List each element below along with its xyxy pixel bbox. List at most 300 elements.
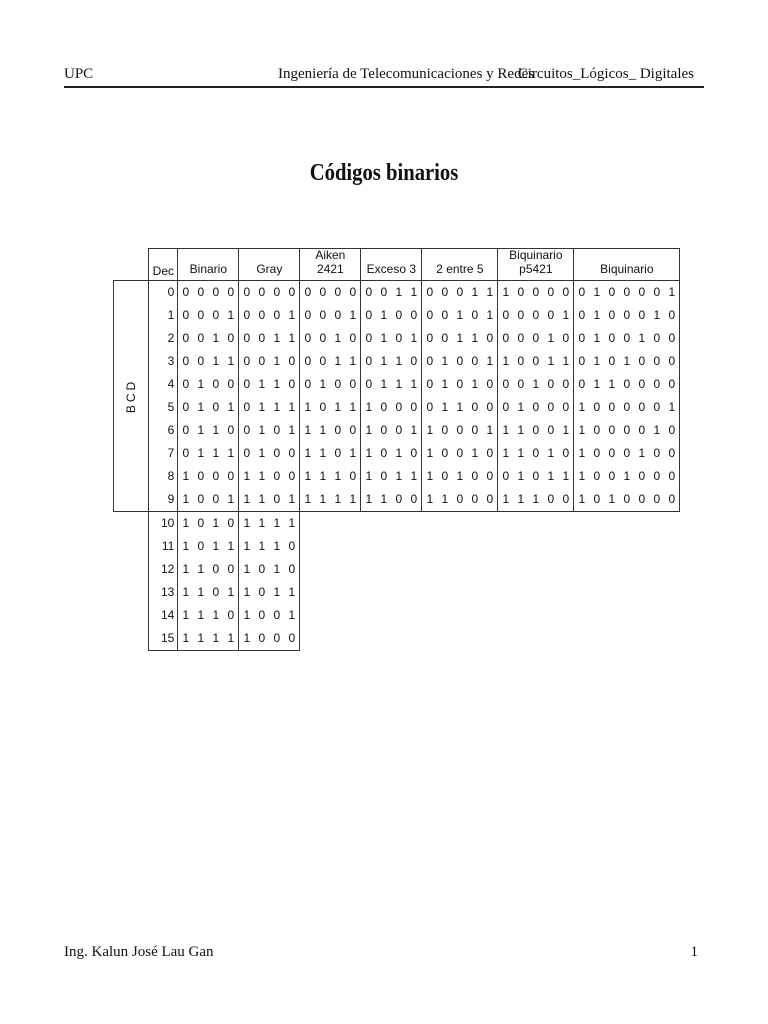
bit-cell: 0: [422, 350, 438, 373]
bit-cell: 0: [395, 331, 403, 346]
bit-cell: 1: [441, 400, 449, 415]
bit-cell: 0: [589, 488, 604, 512]
bit-cell: 1: [395, 377, 403, 392]
bit-cell: 0: [532, 446, 540, 461]
bit-cell: 0: [532, 354, 540, 369]
bit-cell: 0: [178, 442, 194, 465]
bit-cell: 1: [345, 488, 361, 512]
bit-cell: 0: [178, 350, 194, 373]
decimal-value: 3: [149, 350, 178, 373]
bit-cell: 0: [517, 308, 525, 323]
bit-cell: 1: [482, 350, 498, 373]
bit-cell: 0: [239, 373, 255, 396]
bit-cell: 1: [467, 280, 482, 304]
bit-cell: 0: [197, 354, 205, 369]
bit-cell: 0: [258, 608, 266, 623]
bit-cell: 0: [441, 308, 449, 323]
bit-cell: 1: [589, 280, 604, 304]
bit-cell: 0: [623, 423, 631, 438]
side-spacer: [114, 558, 149, 581]
bit-cell: 0: [395, 423, 403, 438]
bit-cell: 1: [345, 396, 361, 419]
bit-cell: 1: [653, 308, 661, 323]
header-rule: [64, 86, 704, 88]
table-row: [114, 327, 680, 350]
bit-cell: 1: [212, 331, 220, 346]
bit-cell: 0: [197, 469, 205, 484]
bit-cell: 1: [178, 558, 194, 581]
bit-cell: 0: [471, 354, 479, 369]
bit-cell: 0: [608, 469, 616, 484]
bit-cell: 0: [532, 423, 540, 438]
bit-cell: 1: [547, 354, 555, 369]
bit-cell: 0: [319, 331, 327, 346]
bit-cell: 0: [471, 423, 479, 438]
bit-cell: 1: [482, 280, 498, 304]
bit-cell: 0: [517, 377, 525, 392]
bit-cell: 0: [517, 331, 525, 346]
bit-cell: 0: [239, 280, 255, 304]
bit-cell: 1: [574, 465, 590, 488]
bit-cell: 1: [422, 465, 438, 488]
bit-cell: 1: [254, 488, 269, 512]
bit-cell: 0: [273, 308, 281, 323]
bit-cell: 0: [482, 488, 498, 512]
bit-cell: 0: [334, 377, 342, 392]
bit-cell: 0: [452, 488, 467, 512]
bit-cell: 0: [482, 373, 498, 396]
bit-cell: 0: [212, 469, 220, 484]
binary-codes-table: [113, 248, 680, 651]
bit-cell: 1: [456, 400, 464, 415]
bit-cell: 0: [456, 446, 464, 461]
bit-cell: 0: [543, 280, 558, 304]
bit-cell: 1: [319, 446, 327, 461]
decimal-value: 9: [149, 488, 178, 512]
bit-cell: 0: [608, 354, 616, 369]
code-group-header: Biquinario: [574, 249, 680, 281]
bit-cell: 0: [608, 308, 616, 323]
side-spacer: [114, 581, 149, 604]
table-row: [114, 442, 680, 465]
decimal-value: 10: [149, 511, 178, 535]
bit-cell: 1: [345, 442, 361, 465]
bit-cell: 0: [239, 350, 255, 373]
bit-cell: 1: [558, 419, 574, 442]
bit-cell: 1: [258, 539, 266, 554]
bit-cell: 1: [197, 562, 205, 577]
bit-cell: 0: [441, 331, 449, 346]
bit-cell: 0: [361, 350, 377, 373]
bit-cell: 1: [406, 373, 422, 396]
bit-cell: 0: [441, 469, 449, 484]
bit-cell: 0: [334, 308, 342, 323]
bit-cell: 1: [178, 604, 194, 627]
bit-cell: 0: [208, 488, 223, 512]
bit-cell: 0: [619, 488, 634, 512]
bit-cell: 1: [178, 511, 194, 535]
bit-cell: 1: [258, 423, 266, 438]
bit-cell: 1: [361, 419, 377, 442]
side-spacer: [114, 627, 149, 651]
bit-cell: 0: [593, 469, 601, 484]
bit-cell: 1: [593, 377, 601, 392]
bit-cell: 1: [482, 304, 498, 327]
bit-cell: 1: [513, 488, 528, 512]
bit-cell: 0: [653, 469, 661, 484]
bit-cell: 1: [334, 469, 342, 484]
bit-cell: 0: [574, 327, 590, 350]
bit-cell: 1: [273, 377, 281, 392]
bit-cell: 1: [239, 488, 255, 512]
bit-cell: 0: [623, 308, 631, 323]
bit-cell: 1: [273, 354, 281, 369]
bit-cell: 1: [380, 331, 388, 346]
bit-cell: 1: [258, 446, 266, 461]
table-row: [114, 627, 680, 651]
bit-cell: 0: [623, 446, 631, 461]
bit-cell: 0: [608, 423, 616, 438]
bit-cell: 1: [664, 396, 680, 419]
bit-cell: 0: [197, 308, 205, 323]
bit-cell: 0: [574, 280, 590, 304]
bit-cell: 0: [284, 465, 300, 488]
decimal-value: 15: [149, 627, 178, 651]
bit-cell: 0: [197, 516, 205, 531]
bit-cell: 1: [638, 446, 646, 461]
bit-cell: 0: [604, 280, 619, 304]
bit-cell: 0: [197, 331, 205, 346]
bit-cell: 0: [558, 396, 574, 419]
bit-cell: 1: [604, 488, 619, 512]
bit-cell: 1: [395, 446, 403, 461]
bit-cell: 0: [517, 354, 525, 369]
bit-cell: 0: [258, 308, 266, 323]
bit-cell: 1: [456, 469, 464, 484]
bit-cell: 0: [345, 465, 361, 488]
bit-cell: 0: [619, 280, 634, 304]
table-row: [114, 396, 680, 419]
bit-cell: 0: [197, 539, 205, 554]
bit-cell: 0: [638, 469, 646, 484]
bit-cell: 0: [193, 280, 208, 304]
bit-cell: 1: [361, 396, 377, 419]
decimal-value: 8: [149, 465, 178, 488]
bit-cell: 0: [334, 446, 342, 461]
header-program: Ingeniería de Telecomunicaciones y Redes: [278, 66, 535, 82]
bit-cell: 0: [664, 442, 680, 465]
bit-cell: 1: [517, 423, 525, 438]
bit-cell: 1: [406, 327, 422, 350]
bit-cell: 0: [239, 442, 255, 465]
bit-cell: 1: [664, 280, 680, 304]
bit-cell: 0: [223, 327, 239, 350]
bit-cell: 0: [380, 400, 388, 415]
bit-cell: 0: [608, 446, 616, 461]
bit-cell: 0: [239, 304, 255, 327]
bit-cell: 1: [498, 488, 514, 512]
bit-cell: 0: [178, 280, 194, 304]
bit-cell: 0: [558, 442, 574, 465]
bit-cell: 0: [223, 558, 239, 581]
bit-cell: 0: [422, 327, 438, 350]
bit-cell: 1: [178, 627, 194, 651]
decimal-value: 0: [149, 280, 178, 304]
bit-cell: 1: [345, 304, 361, 327]
bit-cell: 0: [315, 280, 330, 304]
bit-cell: 0: [482, 396, 498, 419]
bit-cell: 0: [623, 377, 631, 392]
bit-cell: 0: [345, 373, 361, 396]
bit-cell: 0: [273, 608, 281, 623]
decimal-value: 1: [149, 304, 178, 327]
bit-cell: 0: [273, 446, 281, 461]
bit-cell: 1: [471, 331, 479, 346]
dec-column-header: Dec: [149, 249, 178, 281]
bit-cell: 1: [212, 354, 220, 369]
bit-cell: 1: [623, 354, 631, 369]
bit-cell: 0: [513, 280, 528, 304]
bit-cell: 0: [638, 377, 646, 392]
bit-cell: 1: [558, 465, 574, 488]
bit-cell: 0: [437, 280, 452, 304]
code-group-header: Exceso 3: [361, 249, 422, 281]
bit-cell: 0: [284, 535, 300, 558]
bit-cell: 1: [178, 581, 194, 604]
bit-cell: 0: [269, 627, 284, 651]
bit-cell: 1: [574, 442, 590, 465]
bit-cell: 0: [456, 423, 464, 438]
bit-cell: 0: [664, 465, 680, 488]
bit-cell: 1: [608, 377, 616, 392]
header-course: Circuitos_Lógicos_ Digitales: [517, 66, 694, 82]
bit-cell: 1: [532, 377, 540, 392]
bit-cell: 0: [273, 423, 281, 438]
bit-cell: 0: [482, 465, 498, 488]
bit-cell: 0: [547, 423, 555, 438]
bit-cell: 1: [380, 308, 388, 323]
header-institution: UPC: [64, 66, 94, 82]
bit-cell: 1: [315, 488, 330, 512]
bit-cell: 0: [471, 308, 479, 323]
bit-cell: 0: [284, 350, 300, 373]
bit-cell: 1: [178, 488, 194, 512]
bit-cell: 0: [547, 377, 555, 392]
bit-cell: 1: [471, 446, 479, 461]
bit-cell: 1: [223, 396, 239, 419]
decimal-value: 14: [149, 604, 178, 627]
bit-cell: 0: [380, 446, 388, 461]
decimal-value: 13: [149, 581, 178, 604]
bit-cell: 1: [223, 535, 239, 558]
bit-cell: 1: [456, 308, 464, 323]
page-title: Códigos binarios: [309, 160, 459, 186]
table-row: [114, 465, 680, 488]
bit-cell: 1: [223, 581, 239, 604]
bit-cell: 1: [319, 377, 327, 392]
bit-cell: 1: [300, 419, 316, 442]
bit-cell: 1: [334, 400, 342, 415]
decimal-value: 2: [149, 327, 178, 350]
bit-cell: 0: [471, 400, 479, 415]
bit-cell: 0: [653, 446, 661, 461]
bit-cell: 0: [547, 400, 555, 415]
bit-cell: 1: [178, 465, 194, 488]
table-row: [114, 558, 680, 581]
bit-cell: 0: [498, 304, 514, 327]
bit-cell: 1: [517, 400, 525, 415]
bit-cell: 1: [239, 558, 255, 581]
side-spacer: [114, 511, 149, 535]
bit-cell: 0: [361, 373, 377, 396]
bit-cell: 1: [345, 350, 361, 373]
bit-cell: 1: [239, 511, 255, 535]
bit-cell: 1: [471, 377, 479, 392]
bit-cell: 1: [197, 423, 205, 438]
table-row: [114, 419, 680, 442]
bit-cell: 0: [361, 327, 377, 350]
codes-table: [113, 248, 680, 651]
code-group-header: 2 entre 5: [422, 249, 498, 281]
bit-cell: 1: [258, 377, 266, 392]
bit-cell: 0: [452, 280, 467, 304]
bit-cell: 1: [456, 331, 464, 346]
bit-cell: 0: [593, 423, 601, 438]
bit-cell: 1: [223, 442, 239, 465]
side-spacer: [114, 249, 149, 281]
bit-cell: 1: [239, 535, 255, 558]
bit-cell: 0: [284, 558, 300, 581]
page-header: [64, 64, 704, 88]
bit-cell: 1: [284, 488, 300, 512]
bit-cell: 0: [558, 327, 574, 350]
bit-cell: 0: [441, 423, 449, 438]
bit-cell: 1: [422, 488, 438, 512]
table-row: [114, 488, 680, 512]
bit-cell: 0: [422, 304, 438, 327]
bit-cell: 0: [273, 469, 281, 484]
bit-cell: 0: [543, 488, 558, 512]
bit-cell: 1: [376, 488, 391, 512]
bit-cell: 0: [284, 627, 300, 651]
bit-cell: 0: [467, 488, 482, 512]
bit-cell: 1: [406, 419, 422, 442]
bit-cell: 0: [319, 308, 327, 323]
bit-cell: 0: [664, 304, 680, 327]
bit-cell: 1: [223, 488, 239, 512]
bit-cell: 0: [664, 373, 680, 396]
bit-cell: 1: [547, 331, 555, 346]
bit-cell: 1: [284, 304, 300, 327]
bit-cell: 1: [197, 608, 205, 623]
bit-cell: 0: [498, 396, 514, 419]
bit-cell: 1: [239, 581, 255, 604]
bit-cell: 0: [300, 280, 316, 304]
bit-cell: 0: [223, 511, 239, 535]
bit-cell: 1: [547, 446, 555, 461]
bit-cell: 1: [212, 608, 220, 623]
bcd-label: BCD: [124, 378, 139, 413]
decimal-value: 7: [149, 442, 178, 465]
bit-cell: 1: [212, 516, 220, 531]
bit-cell: 1: [574, 396, 590, 419]
bit-cell: 1: [273, 539, 281, 554]
footer-author: Ing. Kalun José Lau Gan: [64, 944, 214, 960]
bit-cell: 0: [239, 327, 255, 350]
bit-cell: 0: [422, 396, 438, 419]
bit-cell: 0: [345, 419, 361, 442]
bit-cell: 1: [319, 423, 327, 438]
bit-cell: 0: [258, 562, 266, 577]
table-row: [114, 350, 680, 373]
bit-cell: 0: [395, 308, 403, 323]
bit-cell: 0: [574, 373, 590, 396]
bit-cell: 1: [498, 350, 514, 373]
bit-cell: 0: [345, 327, 361, 350]
bit-cell: 0: [178, 396, 194, 419]
bit-cell: 1: [197, 585, 205, 600]
bit-cell: 1: [391, 280, 406, 304]
bit-cell: 0: [380, 469, 388, 484]
bit-cell: 1: [197, 377, 205, 392]
bit-cell: 0: [258, 354, 266, 369]
bit-cell: 0: [223, 465, 239, 488]
bit-cell: 0: [300, 327, 316, 350]
bit-cell: 0: [258, 331, 266, 346]
code-group-header: Biquinario p5421: [498, 249, 574, 281]
bit-cell: 0: [380, 423, 388, 438]
bit-cell: 0: [574, 350, 590, 373]
bit-cell: 0: [558, 373, 574, 396]
bit-cell: 1: [574, 488, 590, 512]
table-row: [114, 604, 680, 627]
bit-cell: 0: [406, 396, 422, 419]
decimal-value: 12: [149, 558, 178, 581]
bit-cell: 0: [623, 400, 631, 415]
bit-cell: 0: [649, 488, 664, 512]
bit-cell: 0: [376, 280, 391, 304]
bit-cell: 1: [482, 419, 498, 442]
bit-cell: 1: [273, 516, 281, 531]
code-group-header: Aiken 2421: [300, 249, 361, 281]
bit-cell: 0: [558, 280, 574, 304]
bit-cell: 1: [395, 469, 403, 484]
bit-cell: 0: [638, 423, 646, 438]
bit-cell: 1: [273, 562, 281, 577]
bit-cell: 0: [269, 488, 284, 512]
bit-cell: 0: [406, 442, 422, 465]
bit-cell: 0: [638, 308, 646, 323]
page-number: 1: [690, 944, 698, 960]
bit-cell: 0: [334, 423, 342, 438]
bit-cell: 1: [212, 423, 220, 438]
bit-cell: 1: [498, 419, 514, 442]
bit-cell: 1: [178, 535, 194, 558]
bit-cell: 0: [345, 280, 361, 304]
bit-cell: 0: [482, 327, 498, 350]
bit-cell: 1: [239, 627, 255, 651]
bcd-range-bracket: [114, 280, 149, 511]
bit-cell: 1: [284, 396, 300, 419]
code-group-header: Gray: [239, 249, 300, 281]
bit-cell: 0: [623, 331, 631, 346]
bit-cell: 0: [471, 469, 479, 484]
bit-cell: 1: [395, 354, 403, 369]
bit-cell: 1: [284, 327, 300, 350]
bit-cell: 1: [223, 304, 239, 327]
bit-cell: 0: [498, 373, 514, 396]
bit-cell: 1: [284, 581, 300, 604]
